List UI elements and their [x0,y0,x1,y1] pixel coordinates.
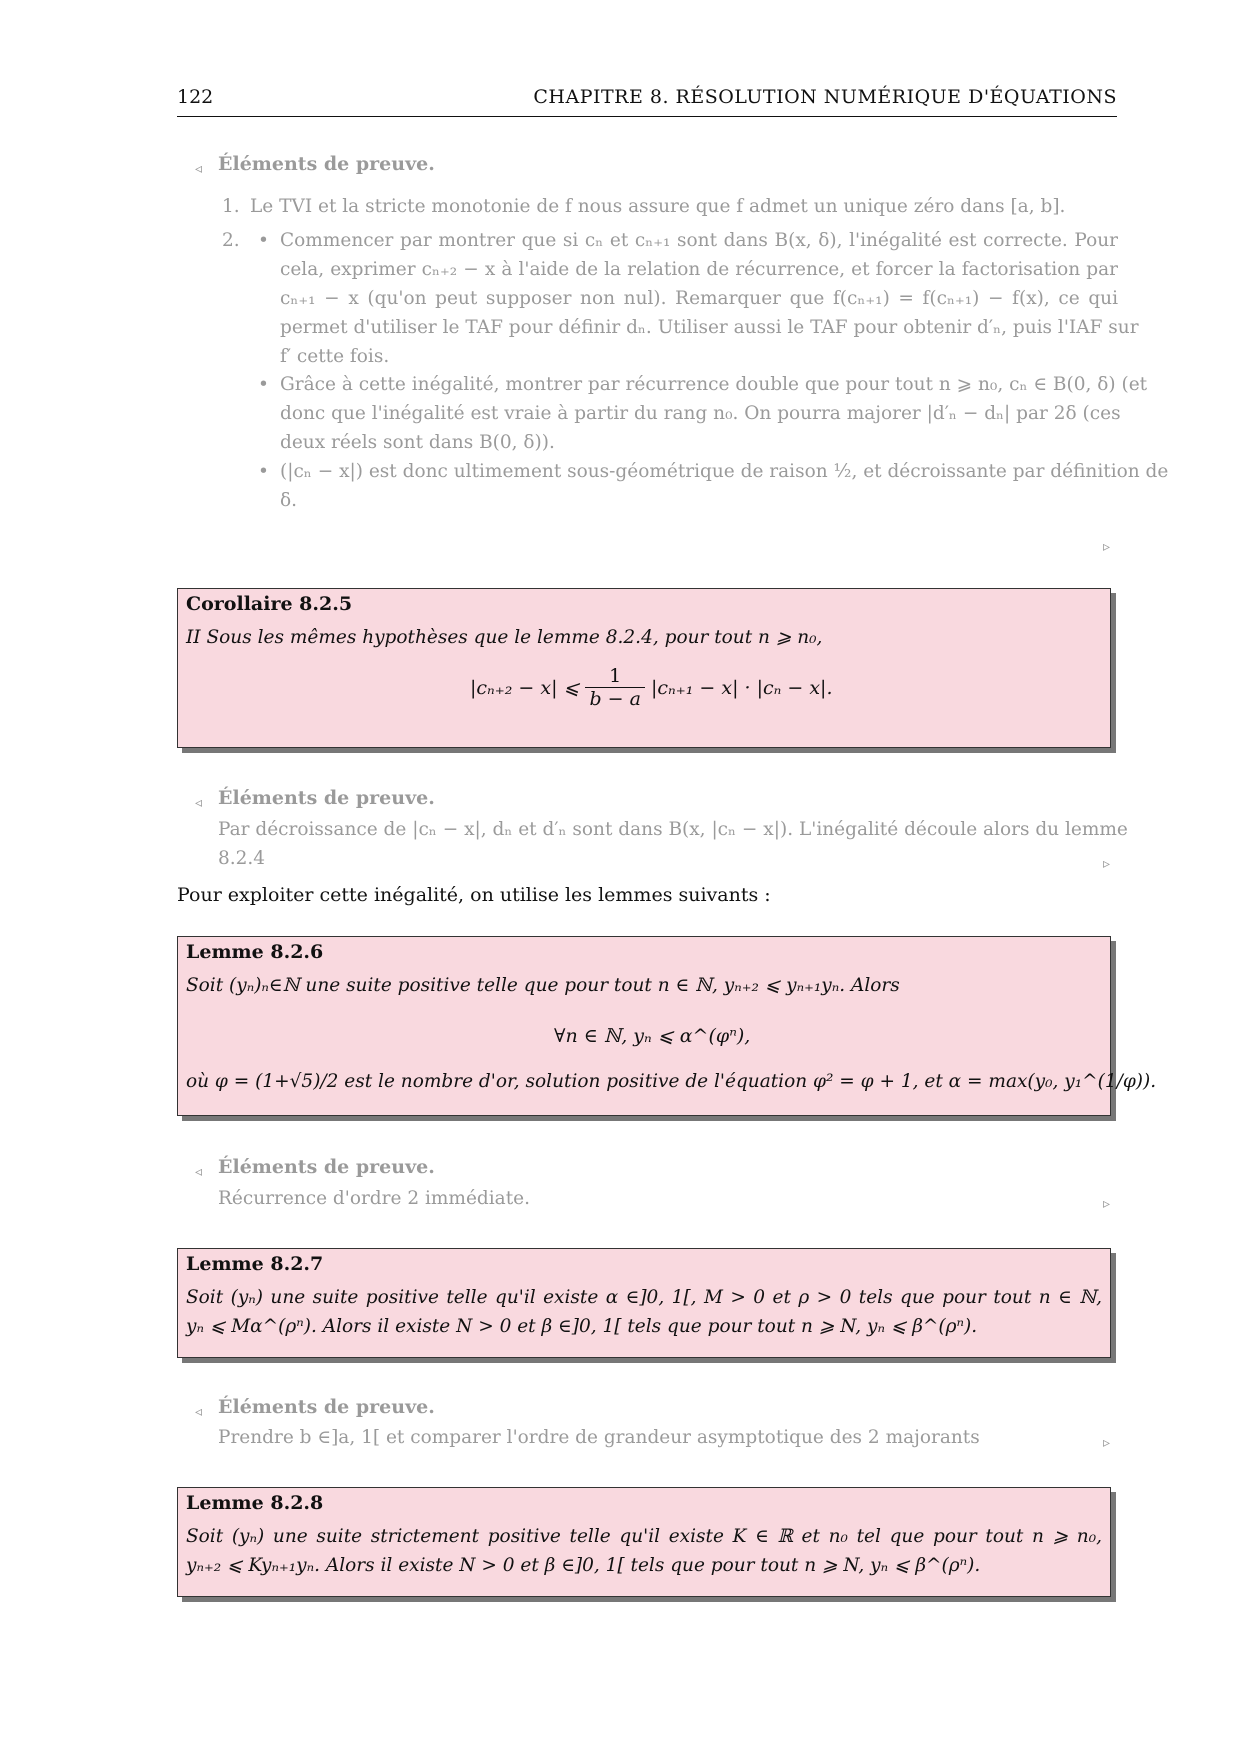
proof-open-icon: ◃ [195,1164,203,1180]
proof-text-line: Récurrence d'ordre 2 immédiate. [218,1188,530,1209]
bullet-icon: • [258,230,269,251]
bullet-text-line: Commencer par montrer que si cₙ et cₙ₊₁ sont dans B(x, δ), l'inégalité est correcte. Pour [280,230,1118,251]
chapter-title: CHAPITRE 8. RÉSOLUTION NUMÉRIQUE D'ÉQUATIONS [533,86,1117,108]
lemma-statement: Soit (yₙ)ₙ∈ℕ une suite positive telle que pour tout n ∈ ℕ, yₙ₊₂ ⩽ yₙ₊₁yₙ. Alors [186,975,900,996]
proof-item-1: Le TVI et la stricte monotonie de f nous assure que f admet un unique zéro dans [a, b]. [250,196,1066,217]
lemma-conclusion: où φ = (1+√5)/2 est le nombre d'or, solution positive de l'équation φ² = φ + 1, et α = max(y₀, y₁^(1/φ)). [186,1071,1157,1092]
eq-right: |cₙ₊₁ − x| · |cₙ − x|. [650,676,833,699]
corollary-statement: II Sous les mêmes hypothèses que le lemme 8.2.4, pour tout n ⩾ n₀, [186,627,823,648]
lemma-box-828 [177,1487,1111,1597]
lemma-statement-line: yₙ ⩽ Mα^(ρⁿ). Alors il existe N > 0 et β ∈]0, 1[ tels que pour tout n ⩾ N, yₙ ⩽ β^(ρⁿ). [186,1316,978,1337]
proof-open-icon: ◃ [195,795,203,811]
proof-end-icon: ▹ [1103,1435,1111,1451]
proof-title: Éléments de preuve. [218,153,435,175]
bullet-text-line: cₙ₊₁ − x (qu'on peut supposer non nul). Remarquer que f(cₙ₊₁) = f(cₙ₊₁) − f(x), ce qui [280,288,1118,309]
lemma-statement-line: Soit (yₙ) une suite strictement positive telle qu'il existe K ∈ ℝ et n₀ tel que pour tout n ⩾ n₀, [186,1526,1102,1547]
bullet-icon: • [258,374,269,395]
bullet-text-line: permet d'utiliser le TAF pour définir dₙ. Utiliser aussi le TAF pour obtenir d′ₙ, puis l'IAF sur [280,317,1139,338]
bullet-text-line: donc que l'inégalité est vraie à partir du rang n₀. On pourra majorer |d′ₙ − dₙ| par 2δ (ces [280,403,1121,424]
proof-open-icon: ◃ [195,161,203,177]
eq-denominator: b − a [589,688,641,710]
bullet-text-line: Grâce à cette inégalité, montrer par récurrence double que pour tout n ⩾ n₀, cₙ ∈ B(0, δ) (et [280,374,1148,395]
bullet-text-line: (|cₙ − x|) est donc ultimement sous-géométrique de raison ½, et décroissante par définition de [280,461,1169,482]
lemma-title: Lemme 8.2.8 [186,1492,324,1514]
item-number: 1. [222,196,240,217]
lemma-title: Lemme 8.2.6 [186,941,324,963]
bullet-text-line: δ. [280,490,298,511]
corollary-title: Corollaire 8.2.5 [186,593,353,615]
proof-end-icon: ▹ [1103,539,1111,555]
page-header [177,86,1117,117]
page-number: 122 [177,86,214,108]
eq-left: |cₙ₊₂ − x| ⩽ [470,676,580,699]
bullet-text-line: f′ cette fois. [280,346,390,367]
intro-paragraph: Pour exploiter cette inégalité, on utilise les lemmes suivants : [177,884,771,906]
proof-text-line: Prendre b ∈]a, 1[ et comparer l'ordre de grandeur asymptotique des 2 majorants [218,1427,980,1448]
lemma-box-827 [177,1248,1111,1358]
proof-title: Éléments de preuve. [218,1396,435,1418]
bullet-text-line: cela, exprimer cₙ₊₂ − x à l'aide de la relation de récurrence, et forcer la factorisation par [280,259,1118,280]
eq-numerator: 1 [585,665,645,688]
lemma-title: Lemme 8.2.7 [186,1253,324,1275]
lemma-box-826 [177,936,1157,1116]
lemma-statement-line: yₙ₊₂ ⩽ Kyₙ₊₁yₙ. Alors il existe N > 0 et β ∈]0, 1[ tels que pour tout n ⩾ N, yₙ ⩽ β^(ρⁿ). [186,1555,981,1576]
corollary-box [177,588,1111,748]
proof-end-icon: ▹ [1103,856,1111,872]
proof-title: Éléments de preuve. [218,787,435,809]
corollary-equation [470,665,833,710]
bullet-icon: • [258,461,269,482]
eq-fraction [585,665,645,710]
proof-text-line: Par décroissance de |cₙ − x|, dₙ et d′ₙ sont dans B(x, |cₙ − x|). L'inégalité découle alors du lemme [218,819,1128,840]
proof-open-icon: ◃ [195,1404,203,1420]
proof-text-line: 8.2.4 [218,848,266,869]
bullet-text-line: deux réels sont dans B(0, δ)). [280,432,555,453]
lemma-equation: ∀n ∈ ℕ, yₙ ⩽ α^(φⁿ), [554,1025,751,1047]
item-number: 2. [222,230,240,251]
proof-end-icon: ▹ [1103,1196,1111,1212]
lemma-statement-line: Soit (yₙ) une suite positive telle qu'il existe α ∈]0, 1[, M > 0 et ρ > 0 tels que pour tout n ∈ ℕ, [186,1287,1102,1308]
proof-title: Éléments de preuve. [218,1156,435,1178]
